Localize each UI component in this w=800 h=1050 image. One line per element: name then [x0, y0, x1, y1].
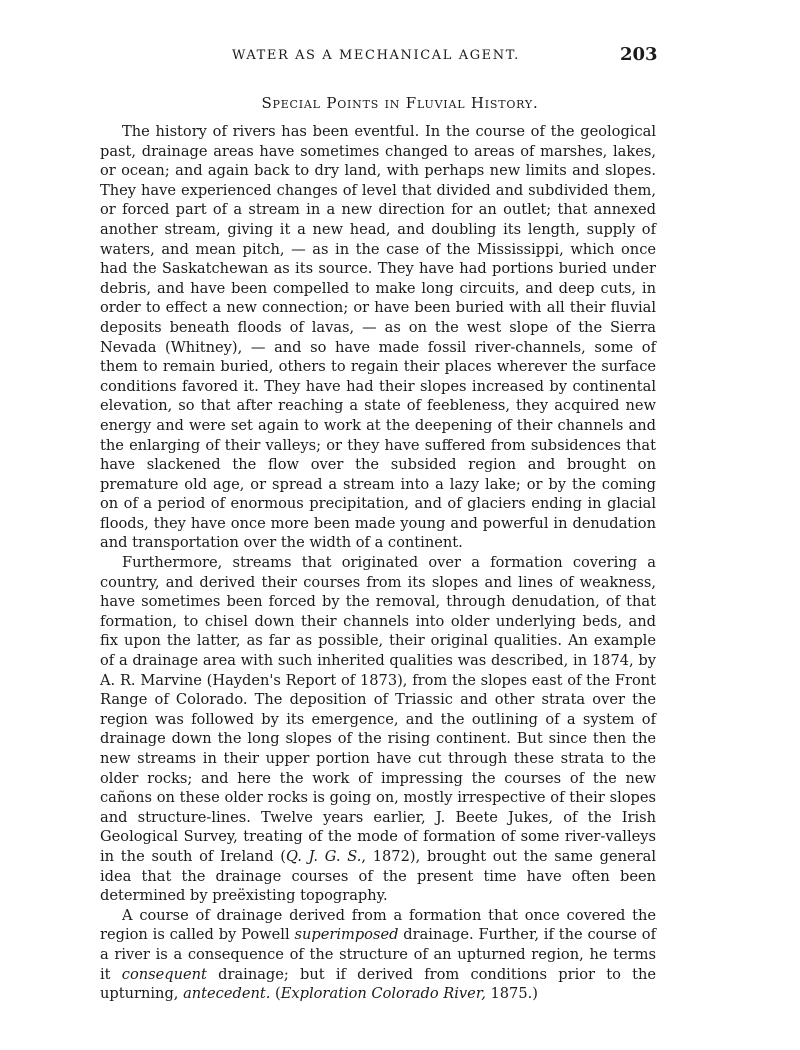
paragraph-3-text-c: drainage; but if derived from conditions prior to the upturning, [100, 965, 657, 1003]
paragraph-3-text-a: A course of drainage derived from a formation that once covered the region is called by Powell [100, 906, 656, 944]
section-title: Special Points in Fluvial History. [261, 94, 539, 112]
paragraph-3-text-e: 1875.) [485, 985, 538, 1003]
paragraph-2-text-b: , 1872), brought out the same general idea that the drainage courses of the present time have often been determined by preëxisting topography. [100, 847, 657, 905]
running-title: WATER AS A MECHANICAL AGENT. [232, 48, 520, 63]
page-number: 203 [620, 44, 658, 65]
paragraph-2 [100, 553, 656, 906]
term-consequent: consequent [121, 965, 207, 983]
paragraph-1: The history of rivers has been eventful. In the course of the geological past, drainage areas have sometimes changed to areas of marshes, lakes, or ocean; and again back to dry land, with perhaps new limits and slopes. They have experienced changes of level that divided and subdivided them, or forced part of a stream in a new direction for an outlet; that annexed another stream, giving it a new head, and doubling its length, supply of waters, and mean pitch, — as in the case of the Mississippi, which once had the Saskatchewan as its source. They have had portions buried under debris, and have been compelled to make long circuits, and deep cuts, in order to effect a new connection; or have been buried with all their fluvial deposits beneath floods of lavas, — as on the west slope of the Sierra Nevada (Whitney), — and so have made fossil river-channels, some of them to remain buried, others to regain their places wherever the surface conditions favored it. They have had their slopes increased by continental elevation, so that after reaching a state of feebleness, they acquired new energy and were set again to work at the deepening of their channels and the enlarging of their valleys; or they have suffered from subsidences that have slackened the flow over the subsided region and brought on premature old age, or spread a stream into a lazy lake; or by the coming on of a period of enormous precipitation, and of glaciers ending in glacial floods, they have once more been made young and powerful in denudation and transportation over the width of a continent. [100, 123, 656, 552]
paragraph-3-text-b: drainage. Further, if the course of a river is a consequence of the structure of an upturned region, he terms it [100, 926, 656, 983]
term-antecedent: antecedent. [183, 985, 271, 1003]
body-text [100, 122, 656, 1004]
citation-qjgs: Q. J. G. S. [286, 847, 362, 865]
paragraph-3 [100, 906, 656, 1004]
paragraph-3-text-d: ( [270, 985, 281, 1003]
term-superimposed: superimposed [294, 926, 399, 944]
source-citation: Exploration Colorado River, [280, 985, 486, 1003]
paragraph-2-text-a: Furthermore, streams that originated over a formation covering a country, and derived their courses from its slopes and lines of weakness, have sometimes been forced by the removal, through denudation, of that formation, to chisel down their channels into older underlying beds, and fix upon the latter, as far as possible, their original qualities. An example of a drainage area with such inherited qualities was described, in 1874, by A. R. Marvine (Hayden's Report of 1873), from the slopes east of the Front Range of Colorado. The deposition of Triassic and other strata over the region was followed by its emergence, and the outlining of a system of drainage down the long slopes of the rising continent. But since then the new streams in their upper portion have cut through these strata to the older rocks; and here the work of impressing the courses of the new cañons on these older rocks is going on, mostly irrespective of their slopes and structure-lines. Twelve years earlier, J. Beete Jukes, of the Irish Geological Survey, treating of the mode of formation of some river-valleys in the south of Ireland ( [100, 554, 656, 865]
